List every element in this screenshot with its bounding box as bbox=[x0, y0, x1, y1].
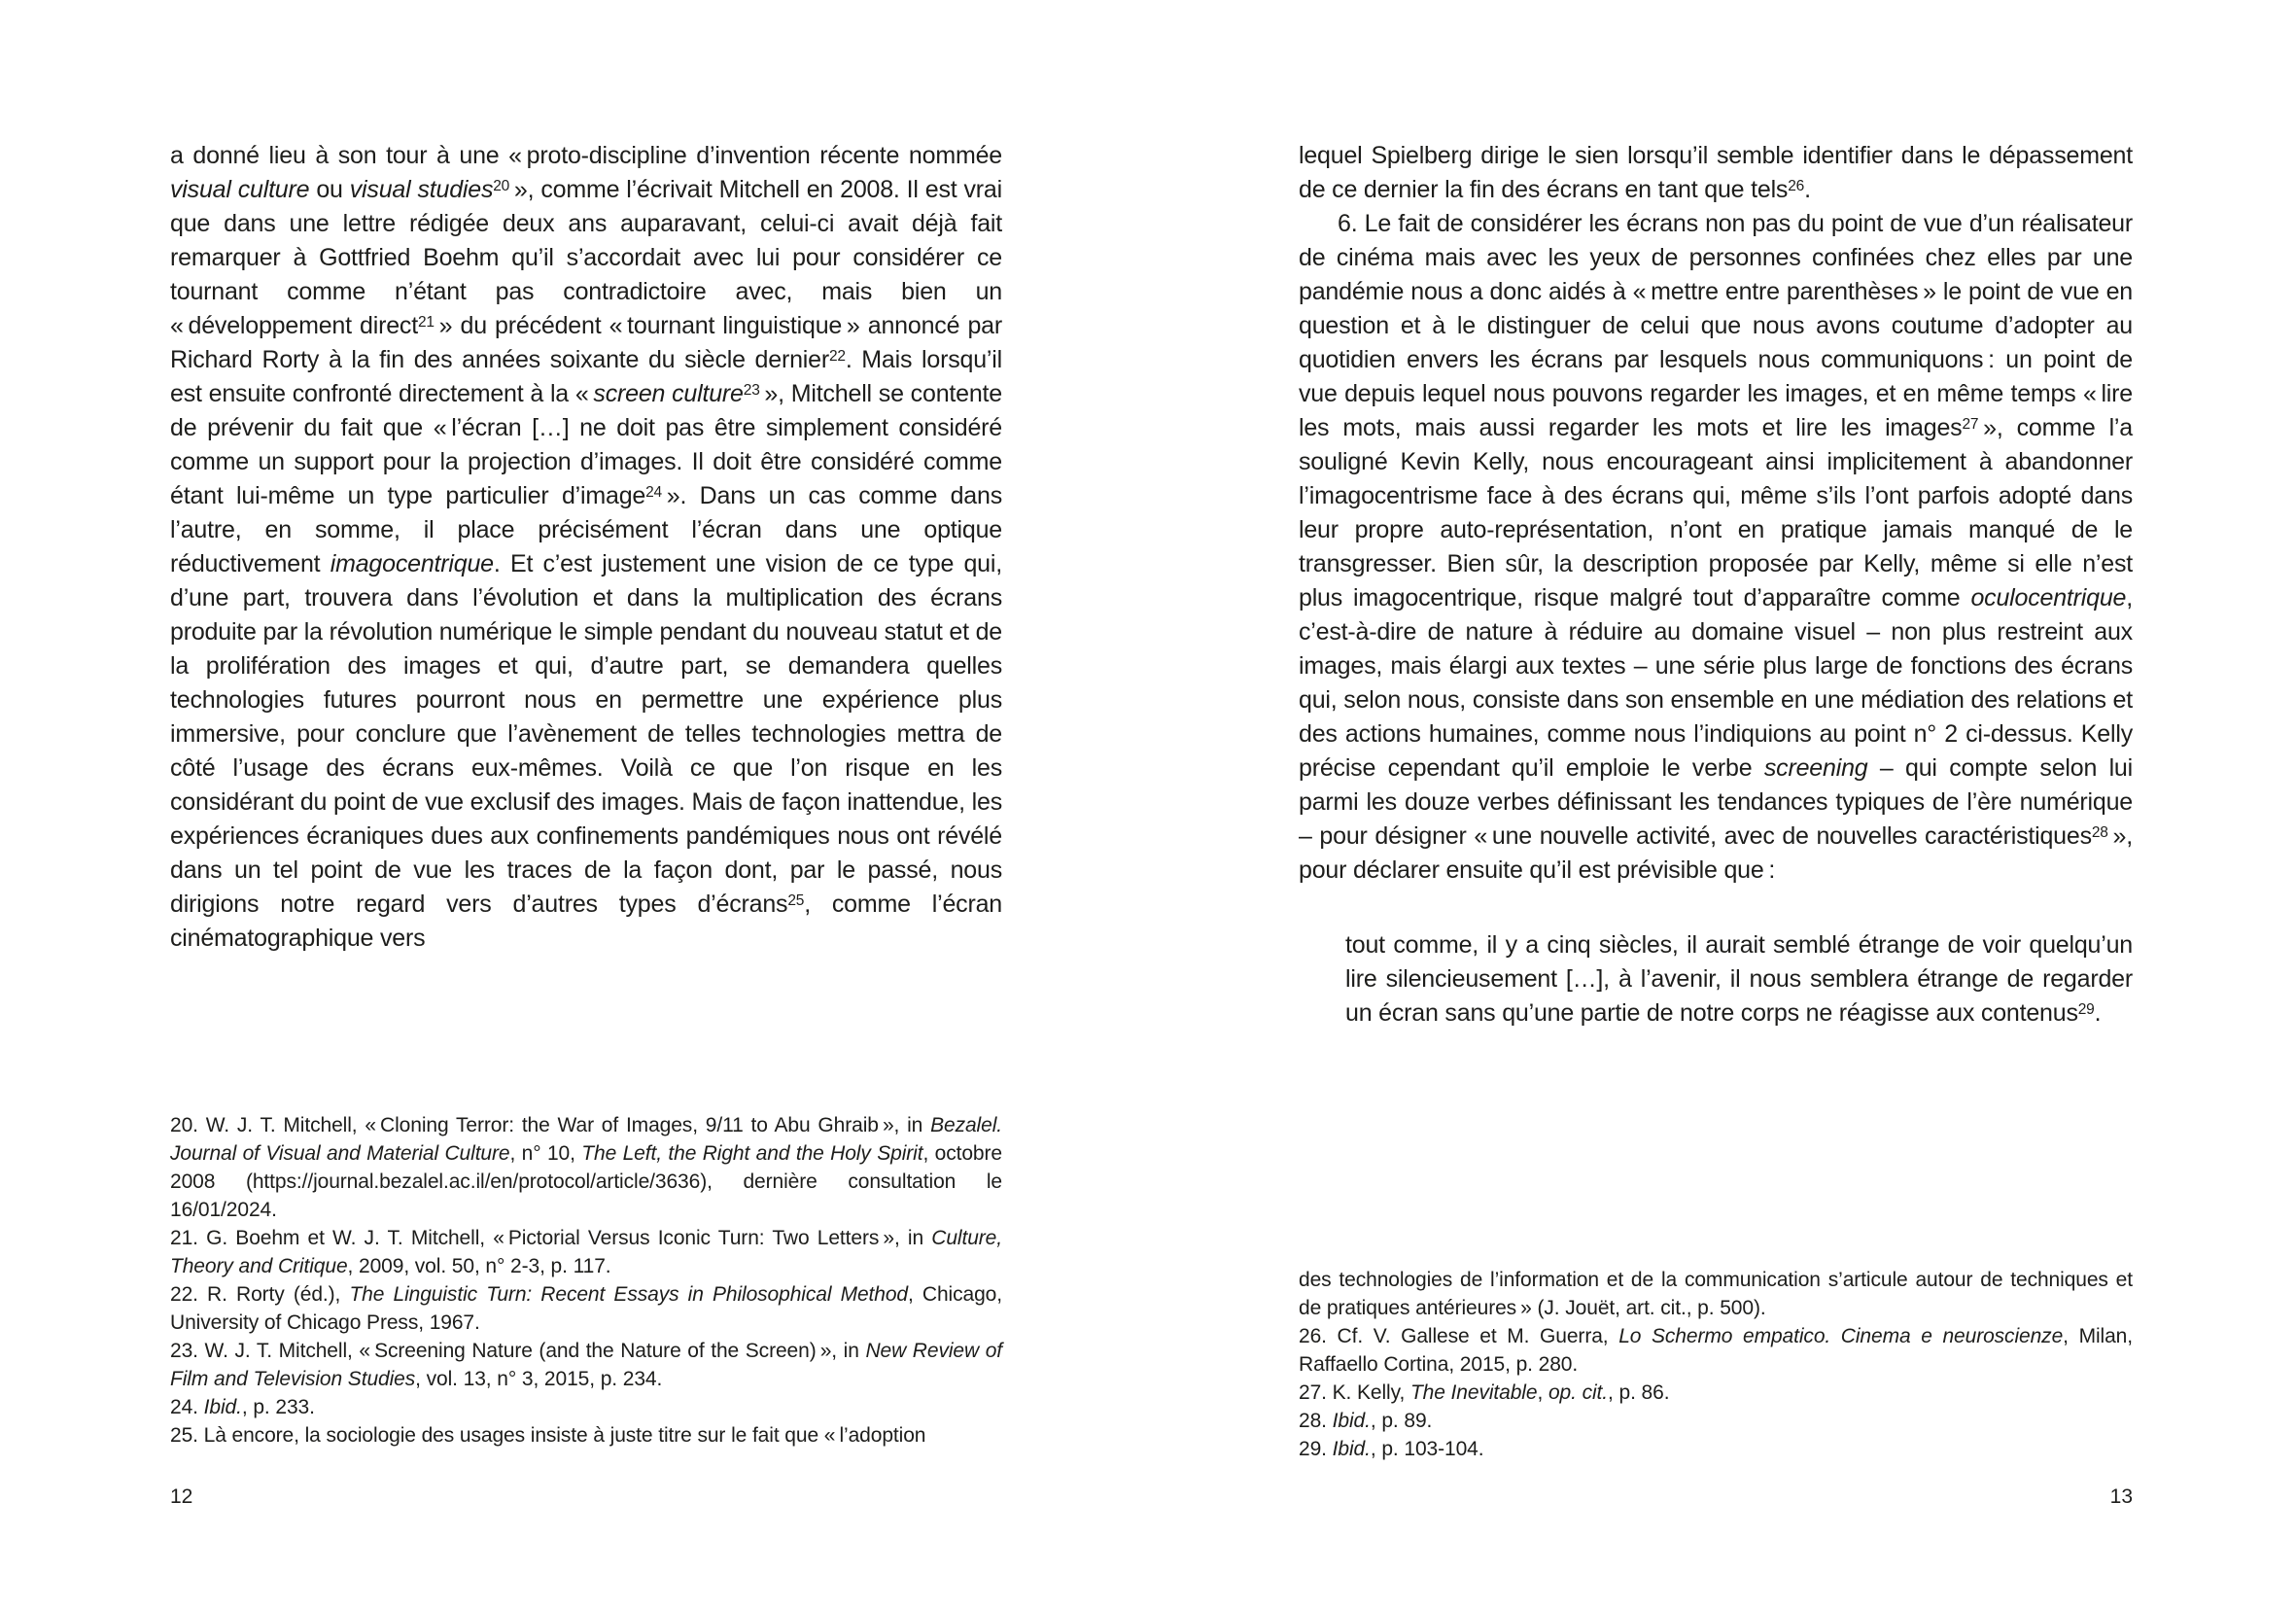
footnote-27: 27. K. Kelly, The Inevitable, op. cit., p. 86. bbox=[1299, 1381, 1670, 1404]
footnote-21: 21. G. Boehm et W. J. T. Mitchell, « Pictorial Versus Iconic Turn: Two Letters », in Culture, Theory and Critique, 2009, vol. 50, n° 2-3, p. 117. bbox=[170, 1227, 1002, 1277]
right-body-paragraph-1: lequel Spielberg dirige le sien lorsqu’il semble identifier dans le dépassement de ce dernier la fin des écrans en tant que tels$^{26}$. bbox=[1299, 142, 2133, 203]
footnote-25: 25. Là encore, la sociologie des usages insiste à juste titre sur le fait que « l’adoption bbox=[170, 1424, 926, 1447]
footnote-26: 26. Cf. V. Gallese et M. Guerra, Lo Schermo empatico. Cinema e neuroscienze, Milan, Raffaello Cortina, 2015, p. 280. bbox=[1299, 1325, 2133, 1376]
footnote-24: 24. Ibid., p. 233. bbox=[170, 1396, 315, 1418]
page-number-left: 12 bbox=[170, 1485, 193, 1508]
right-page-body bbox=[1299, 139, 2133, 1031]
footnote-20: 20. W. J. T. Mitchell, « Cloning Terror: the War of Images, 9/11 to Abu Ghraib », in Bezalel. Journal of Visual and Material Culture, n° 10, The Left, the Right and the Holy Spirit, octobre 2008 (https://journal.bezalel.ac.il/en/protocol/article/3636), dernière consultation le 16/01/2024. bbox=[170, 1114, 1002, 1221]
block-quote: tout comme, il y a cinq siècles, il aurait semblé étrange de voir quelqu’un lire silencieusement […], à l’avenir, il nous semblera étrange de regarder un écran sans qu’une partie de notre corps ne réagisse aux contenus$^{29}$. bbox=[1345, 931, 2133, 1027]
left-page-body bbox=[170, 139, 1002, 956]
right-body-paragraph-2: 6. Le fait de considérer les écrans non pas du point de vue d’un réalisateur de cinéma mais avec les yeux de personnes confinées chez elles par une pandémie nous a donc aidés à « mettre entre parenthèses » le point de vue en question et à le distinguer de celui que nous avons coutume d’adopter au quotidien envers les écrans par lesquels nous communiquons : un point de vue depuis lequel nous pouvons regarder les images, et en même temps « lire les mots, mais aussi regarder les mots et lire les images$^{27}$ », comme l’a souligné Kevin Kelly, nous encourageant ainsi implicitement à abandonner l’imagocentrisme face à des écrans qui, même s’ils l’ont parfois adopté dans leur propre auto-représentation, n’ont en pratique jamais manqué de le transgresser. Bien sûr, la description proposée par Kelly, même si elle n’est plus imagocentrique, risque malgré tout d’apparaître comme oculocentrique, c’est-à-dire de nature à réduire au domaine visuel – non plus restreint aux images, mais élargi aux textes – une série plus large de fonctions des écrans qui, selon nous, consiste dans son ensemble en une médiation des relations et des actions humaines, comme nous l’indiquions au point n° 2 ci-dessus. Kelly précise cependant qu’il emploie le verbe screening – qui compte selon lui parmi les douze verbes définissant les tendances typiques de l’ère numérique – pour désigner « une nouvelle activité, avec de nouvelles caractéristiques$^{28}$ », pour déclarer ensuite qu’il est prévisible que : bbox=[1299, 210, 2133, 884]
footnote-25-continued: des technologies de l’information et de la communication s’articule autour de techniques et de pratiques antérieures » (J. Jouët, art. cit., p. 500). bbox=[1299, 1269, 2133, 1319]
footnote-29: 29. Ibid., p. 103-104. bbox=[1299, 1438, 1484, 1460]
footnote-28: 28. Ibid., p. 89. bbox=[1299, 1410, 1433, 1432]
footnote-22: 22. R. Rorty (éd.), The Linguistic Turn: Recent Essays in Philosophical Method, Chicago, University of Chicago Press, 1967. bbox=[170, 1283, 1002, 1334]
footnote-23: 23. W. J. T. Mitchell, « Screening Nature (and the Nature of the Screen) », in New Review of Film and Television Studies, vol. 13, n° 3, 2015, p. 234. bbox=[170, 1340, 1003, 1390]
left-page-footnotes bbox=[170, 1111, 1002, 1450]
left-body-paragraph: a donné lieu à son tour à une « proto-discipline d’invention récente nommée visual culture ou visual studies$^{20}$ », comme l’écrivait Mitchell en 2008. Il est vrai que dans une lettre rédigée deux ans auparavant, celui-ci avait déjà fait remarquer à Gottfried Boehm qu’il s’accordait avec lui pour considérer ce tournant comme n’étant pas contradictoire avec, mais bien un « développement direct$^{21}$ » du précédent « tournant linguistique » annoncé par Richard Rorty à la fin des années soixante du siècle dernier$^{22}$. Mais lorsqu’il est ensuite confronté directement à la « screen culture$^{23}$ », Mitchell se contente de prévenir du fait que « l’écran […] ne doit pas être simplement considéré comme un support pour la projection d’images. Il doit être considéré comme étant lui-même un type particulier d’image$^{24}$ ». Dans un cas comme dans l’autre, en somme, il place précisément l’écran dans une optique réductivement imagocentrique. Et c’est justement une vision de ce type qui, d’une part, trouvera dans l’évolution et dans la multiplication des écrans produite par la révolution numérique le simple pendant du nouveau statut et de la prolifération des images et qui, d’autre part, se demandera quelles technologies futures pourront nous en permettre une expérience plus immersive, pour conclure que l’avènement de telles technologies mettra de côté l’usage des écrans eux-mêmes. Voilà ce que l’on risque en les considérant du point de vue exclusif des images. Mais de façon inattendue, les expériences écraniques dues aux confinements pandémiques nous ont révélé dans un tel point de vue les traces de la façon dont, par le passé, nous dirigions notre regard vers d’autres types d’écrans$^{25}$, comme l’écran cinématographique vers bbox=[170, 142, 1002, 952]
page-number-right: 13 bbox=[2109, 1485, 2133, 1508]
right-page-footnotes bbox=[1299, 1266, 2133, 1463]
